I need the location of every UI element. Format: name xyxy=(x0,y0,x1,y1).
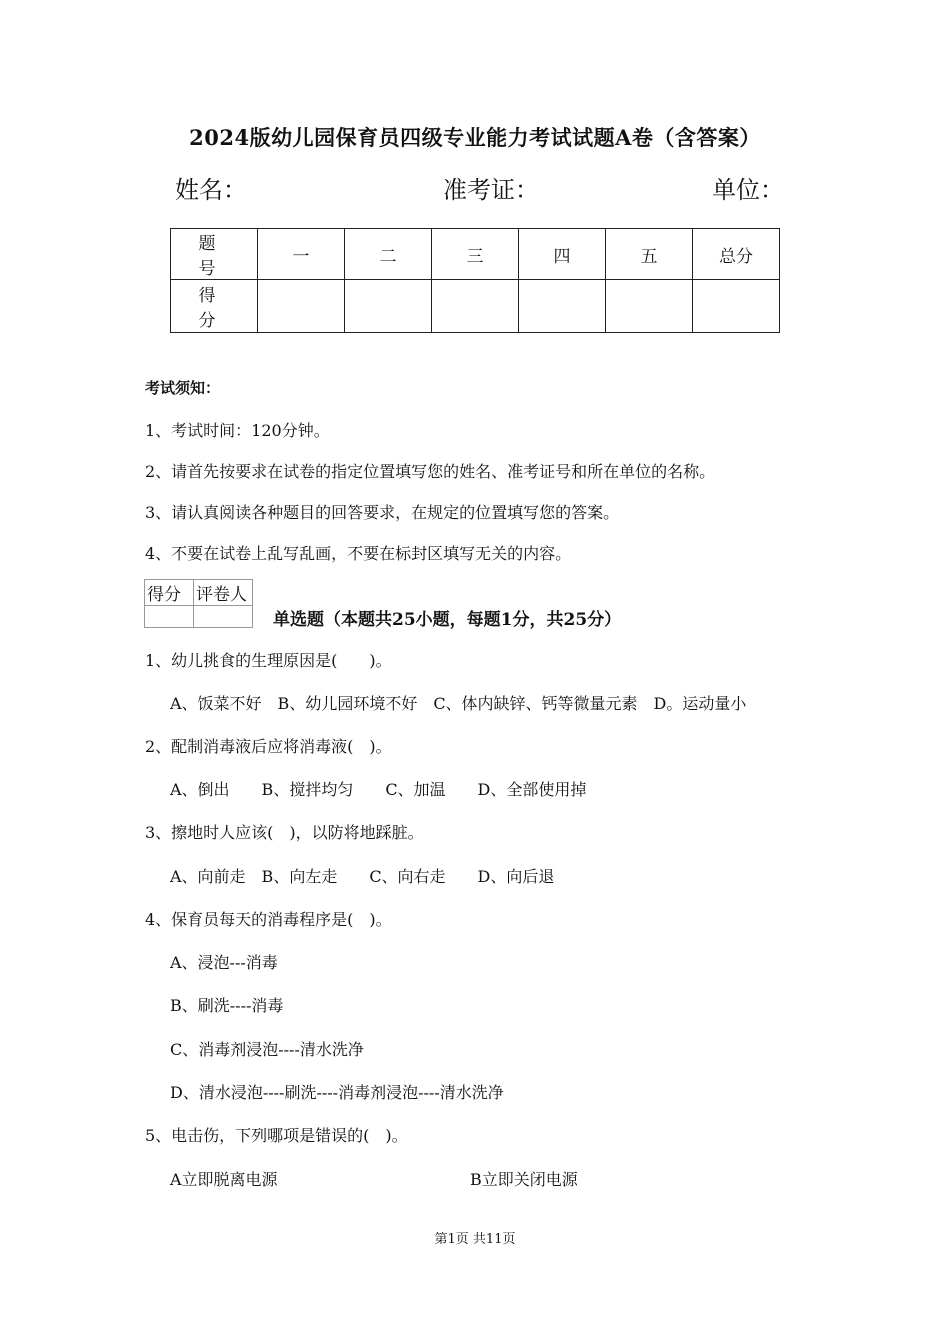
score-input-cell[interactable] xyxy=(345,280,432,333)
grader-table xyxy=(144,579,253,628)
question-options: A、向前走 B、向左走 C、向右走 D、向后退 xyxy=(170,867,555,886)
name-label: 姓名： xyxy=(175,176,247,204)
score-input-cell[interactable] xyxy=(519,280,606,333)
section-title: 单选题（本题共25小题，每题1分，共25分） xyxy=(273,610,622,630)
grader-name-label: 评卷人 xyxy=(194,580,253,606)
score-table-cell: 总分 xyxy=(693,229,780,280)
page-footer: 第1页 共11页 xyxy=(434,1232,516,1247)
score-table-cell: 二 xyxy=(345,229,432,280)
option-b: B立即关闭电源 xyxy=(470,1170,578,1189)
note-item: 1、考试时间：120分钟。 xyxy=(145,421,330,440)
score-table xyxy=(170,228,780,333)
score-input-cell[interactable] xyxy=(606,280,693,333)
note-item: 3、请认真阅读各种题目的回答要求，在规定的位置填写您的答案。 xyxy=(145,503,620,522)
score-table-cell: 一 xyxy=(258,229,345,280)
option-b: B、刷洗----消毒 xyxy=(170,996,284,1015)
score-table-cell: 三 xyxy=(432,229,519,280)
score-table-cell: 五 xyxy=(606,229,693,280)
question-options: A、倒出 B、搅拌均匀 C、加温 D、全部使用掉 xyxy=(170,780,587,799)
score-table-cell: 四 xyxy=(519,229,606,280)
question-text: 4、保育员每天的消毒程序是( )。 xyxy=(145,910,392,929)
option-a: A、浸泡---消毒 xyxy=(170,953,278,972)
notes-title: 考试须知： xyxy=(145,379,221,397)
question-options: A、饭菜不好 B、幼儿园环境不好 C、体内缺锌、钙等微量元素 D。运动量小 xyxy=(170,694,747,713)
question-text: 1、幼儿挑食的生理原因是( )。 xyxy=(145,651,392,670)
score-table-cell: 题 号 xyxy=(171,229,258,280)
score-table-score-row xyxy=(171,280,780,333)
score-input-cell[interactable] xyxy=(258,280,345,333)
unit-label: 单位： xyxy=(712,176,784,204)
question-text: 3、擦地时人应该( )，以防将地踩脏。 xyxy=(145,823,424,842)
score-table-header-row xyxy=(171,229,780,280)
note-item: 4、不要在试卷上乱写乱画，不要在标封区填写无关的内容。 xyxy=(145,544,572,563)
page-title: 2024版幼儿园保育员四级专业能力考试试题A卷（含答案） xyxy=(189,125,761,150)
grader-name-cell[interactable] xyxy=(194,606,253,628)
option-a: A立即脱离电源 xyxy=(170,1170,278,1189)
exam-id-label: 准考证： xyxy=(443,176,539,204)
question-text: 5、电击伤，下列哪项是错误的( )。 xyxy=(145,1126,408,1145)
option-c: C、消毒剂浸泡----清水洗净 xyxy=(170,1040,364,1059)
score-input-cell[interactable] xyxy=(432,280,519,333)
grader-score-label: 得分 xyxy=(145,580,194,606)
score-table-cell: 得 分 xyxy=(171,280,258,333)
score-input-cell[interactable] xyxy=(693,280,780,333)
option-d: D、清水浸泡----刷洗----消毒剂浸泡----清水洗净 xyxy=(170,1083,504,1102)
grader-score-cell[interactable] xyxy=(145,606,194,628)
note-item: 2、请首先按要求在试卷的指定位置填写您的姓名、准考证号和所在单位的名称。 xyxy=(145,462,716,481)
question-text: 2、配制消毒液后应将消毒液( )。 xyxy=(145,737,392,756)
